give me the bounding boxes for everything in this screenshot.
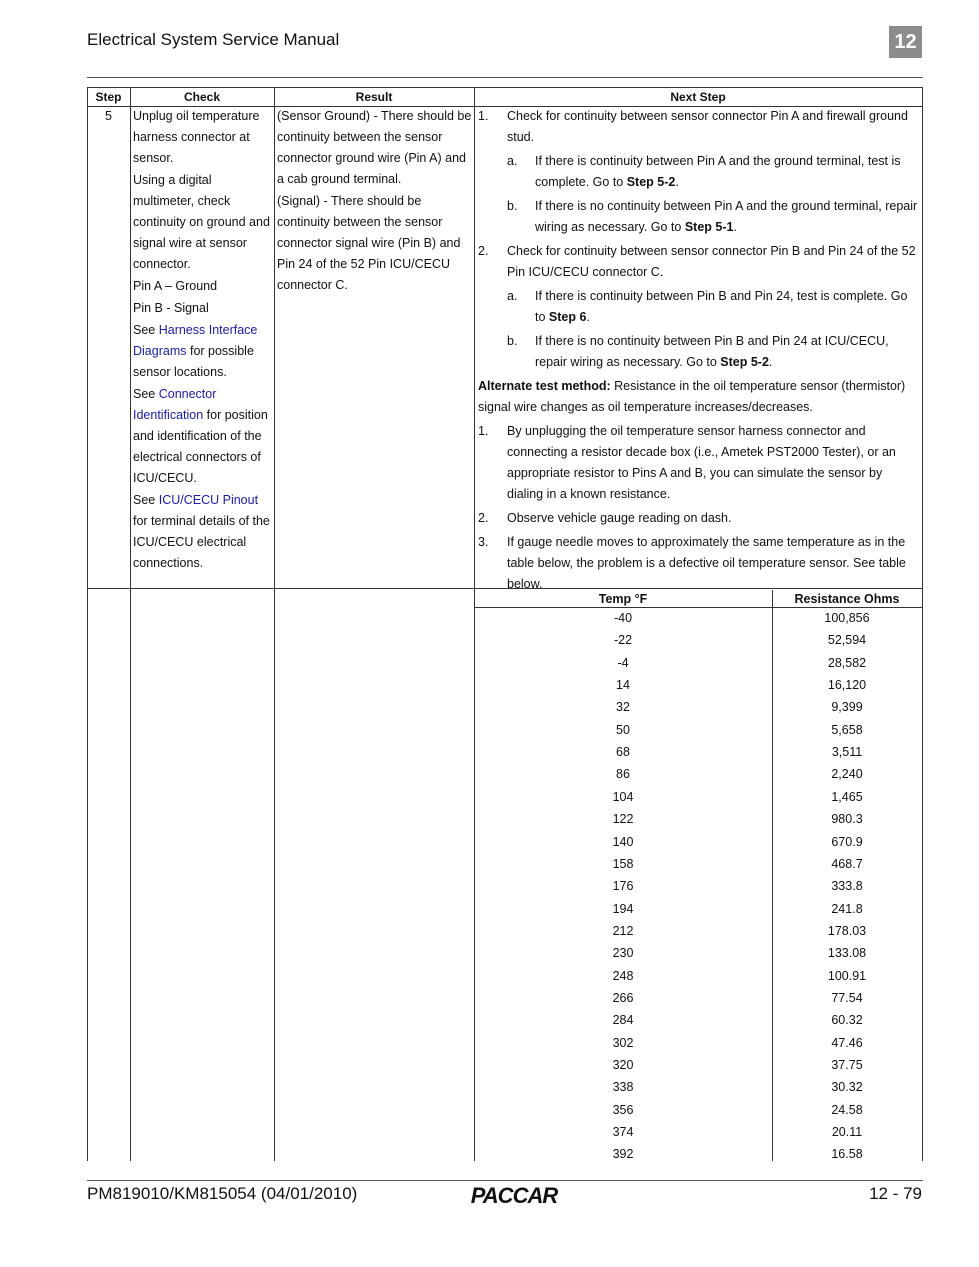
column-header-result: Result xyxy=(355,90,393,104)
list-letter: a. xyxy=(507,154,518,168)
resistance-value: 47.46 xyxy=(831,1035,863,1050)
table-border-right xyxy=(922,87,923,1161)
check-see-harness xyxy=(133,320,273,383)
icu-cecu-pinout-link[interactable]: ICU/CECU Pinout xyxy=(158,493,259,507)
check-cell xyxy=(133,106,273,575)
temp-value: 266 xyxy=(612,990,634,1005)
list-number: 3. xyxy=(478,535,489,549)
resistance-value: 28,582 xyxy=(827,655,867,670)
resistance-value: 3,511 xyxy=(831,745,863,760)
result-sensor-ground: (Sensor Ground) - There should be continuity between the sensor connector ground wire (Pin A) and a cab ground terminal. xyxy=(277,109,472,186)
next-step-item-1a xyxy=(478,151,920,193)
resistance-value: 178.03 xyxy=(827,923,867,938)
list-text: Observe vehicle gauge reading on dash. xyxy=(507,511,732,525)
list-text: If there is no continuity between Pin A and the ground terminal, repair wiring as necessary. Go to xyxy=(535,199,918,234)
resistance-value: 20.11 xyxy=(831,1125,863,1140)
list-number: 2. xyxy=(478,511,489,525)
resistance-value: 16.58 xyxy=(831,1147,863,1162)
temp-value: 86 xyxy=(616,767,630,782)
see-connector-suffix: for position and identification of the electrical connectors of ICU/CECU. xyxy=(133,408,268,485)
temp-value: 14 xyxy=(616,678,630,693)
alternate-item-2 xyxy=(478,508,920,529)
resistance-value: 37.75 xyxy=(831,1058,863,1072)
page-header-title: Electrical System Service Manual xyxy=(87,30,340,49)
resistance-value: 2,240 xyxy=(831,767,863,782)
next-step-cell xyxy=(478,106,920,598)
temp-value: 122 xyxy=(612,812,634,827)
list-letter: a. xyxy=(507,289,518,303)
list-number: 1. xyxy=(478,109,489,123)
resistance-value: 980.3 xyxy=(831,812,863,827)
resistance-value: 670.9 xyxy=(831,834,863,849)
punctuation: . xyxy=(733,220,737,234)
temp-value: 68 xyxy=(616,745,630,760)
resistance-value: 333.8 xyxy=(831,879,863,894)
resistance-value: 24.58 xyxy=(831,1102,863,1117)
temp-value: -40 xyxy=(613,611,633,625)
column-header-next-step: Next Step xyxy=(670,90,726,104)
temp-value: 302 xyxy=(612,1035,634,1050)
resistance-value: 241.8 xyxy=(831,901,863,916)
step-reference: Step 5-2 xyxy=(720,355,769,369)
column-header-step: Step xyxy=(95,90,122,104)
temp-value: 248 xyxy=(612,968,634,983)
list-text: Check for continuity between sensor connector Pin B and Pin 24 of the 52 Pin ICU/CECU connector C. xyxy=(507,244,916,279)
temp-value: 176 xyxy=(612,879,634,894)
punctuation: . xyxy=(586,310,590,324)
column-divider-step xyxy=(130,87,131,1161)
resistance-value: 133.08 xyxy=(827,946,867,961)
resistance-value: 1,465 xyxy=(831,789,863,804)
list-number: 1. xyxy=(478,424,489,438)
temp-value: 392 xyxy=(612,1147,634,1162)
resistance-value: 77.54 xyxy=(831,990,863,1005)
footer-document-id: PM819010/KM815054 (04/01/2010) xyxy=(87,1184,358,1203)
next-step-item-2a xyxy=(478,286,920,328)
step-reference: Step 6 xyxy=(548,310,587,324)
temp-value: 212 xyxy=(612,923,634,938)
resistance-value: 30.32 xyxy=(831,1080,863,1095)
list-text: If there is continuity between Pin A and the ground terminal, test is complete. Go to xyxy=(535,154,901,189)
resistance-value: 100.91 xyxy=(827,968,867,983)
paccar-logo-text: PACCAR xyxy=(470,1183,558,1207)
list-text: If there is continuity between Pin B and Pin 24, test is complete. Go to xyxy=(535,289,908,324)
temp-value: 140 xyxy=(612,834,634,849)
chapter-badge: 12 xyxy=(889,26,922,58)
temp-value: 284 xyxy=(612,1013,634,1028)
temp-value: 356 xyxy=(612,1102,634,1117)
footer-page-number: 12 - 79 xyxy=(869,1184,922,1203)
temp-value: -4 xyxy=(617,655,629,670)
check-instruction-multimeter: Using a digital multimeter, check continuity on ground and signal wire at sensor connector. xyxy=(133,173,270,271)
resistance-header-ohms: Resistance Ohms xyxy=(794,592,900,606)
temp-value: 158 xyxy=(612,856,634,871)
alternate-test-text: Resistance in the oil temperature sensor (thermistor) signal wire changes as oil temperature increases/decreases. xyxy=(478,379,906,414)
header-divider xyxy=(87,77,923,78)
see-pinout-suffix: for terminal details of the ICU/CECU electrical connections. xyxy=(133,514,270,570)
check-pin-b: Pin B - Signal xyxy=(133,301,209,315)
list-letter: b. xyxy=(507,199,518,213)
see-text: See xyxy=(133,323,159,337)
see-text: See xyxy=(133,493,159,507)
list-letter: b. xyxy=(507,334,518,348)
table-border-left xyxy=(87,87,88,1161)
check-see-pinout xyxy=(133,490,273,574)
resistance-value: 5,658 xyxy=(831,722,863,737)
resistance-value: 52,594 xyxy=(827,633,867,648)
alternate-item-1 xyxy=(478,421,920,505)
temp-value: -22 xyxy=(613,633,633,648)
punctuation: . xyxy=(768,355,773,369)
temp-value: 194 xyxy=(612,901,634,916)
resistance-value: 468.7 xyxy=(831,856,863,871)
check-see-connector xyxy=(133,384,273,489)
next-step-item-2b xyxy=(478,331,920,373)
list-number: 2. xyxy=(478,244,489,258)
next-step-item-1b xyxy=(478,196,920,238)
paccar-logo xyxy=(461,1183,567,1212)
list-text: Check for continuity between sensor connector Pin A and firewall ground stud. xyxy=(507,109,908,144)
step-reference: Step 5-1 xyxy=(684,220,734,234)
temp-value: 374 xyxy=(612,1125,634,1140)
list-text: If there is no continuity between Pin B and Pin 24 at ICU/CECU, repair wiring as necessary. Go to xyxy=(535,334,889,369)
list-text: By unplugging the oil temperature sensor harness connector and connecting a resistor decade box (i.e., Ametek PST2000 Tester), or an appropriate resistor to Pins A and B, you can simulate the sensor by dialing in a known resistance. xyxy=(507,424,896,501)
footer-divider xyxy=(87,1180,923,1181)
punctuation: . xyxy=(675,175,679,189)
check-pin-a: Pin A – Ground xyxy=(133,279,218,293)
temp-value: 50 xyxy=(616,722,630,737)
step-reference: Step 5-2 xyxy=(626,175,676,189)
temp-value: 338 xyxy=(612,1080,634,1095)
temp-value: 32 xyxy=(616,700,630,715)
see-harness-suffix: for possible sensor locations. xyxy=(133,344,254,379)
resistance-header-temp: Temp °F xyxy=(598,592,648,606)
alternate-test-label: Alternate test method: xyxy=(478,379,611,393)
next-step-item-1 xyxy=(478,106,920,148)
temp-value: 230 xyxy=(612,946,634,961)
check-instruction-unplug: Unplug oil temperature harness connector at sensor. xyxy=(133,109,260,165)
column-divider-check xyxy=(274,87,275,1161)
resistance-value: 16,120 xyxy=(827,678,867,693)
result-signal: (Signal) - There should be continuity between the sensor connector signal wire (Pin B) and Pin 24 of the 52 Pin ICU/CECU connector C. xyxy=(277,194,461,292)
column-header-check: Check xyxy=(183,90,221,104)
temp-value: 104 xyxy=(612,789,634,804)
step-number: 5 xyxy=(105,109,112,123)
see-text: See xyxy=(133,387,159,401)
resistance-value: 100,856 xyxy=(824,611,870,625)
temp-value: 320 xyxy=(612,1058,634,1072)
alternate-item-3 xyxy=(478,532,920,595)
harness-interface-diagrams-link[interactable]: Harness Interface Diagrams xyxy=(133,323,258,358)
alternate-test-method xyxy=(478,376,920,418)
list-text: If gauge needle moves to approximately the same temperature as in the table below, the problem is a defective oil temperature sensor. See table below. xyxy=(507,535,906,591)
result-cell xyxy=(277,106,473,297)
resistance-value: 60.32 xyxy=(831,1013,863,1028)
connector-identification-link[interactable]: Connector Identification xyxy=(133,387,217,422)
resistance-value: 9,399 xyxy=(831,700,863,715)
next-step-item-2 xyxy=(478,241,920,283)
